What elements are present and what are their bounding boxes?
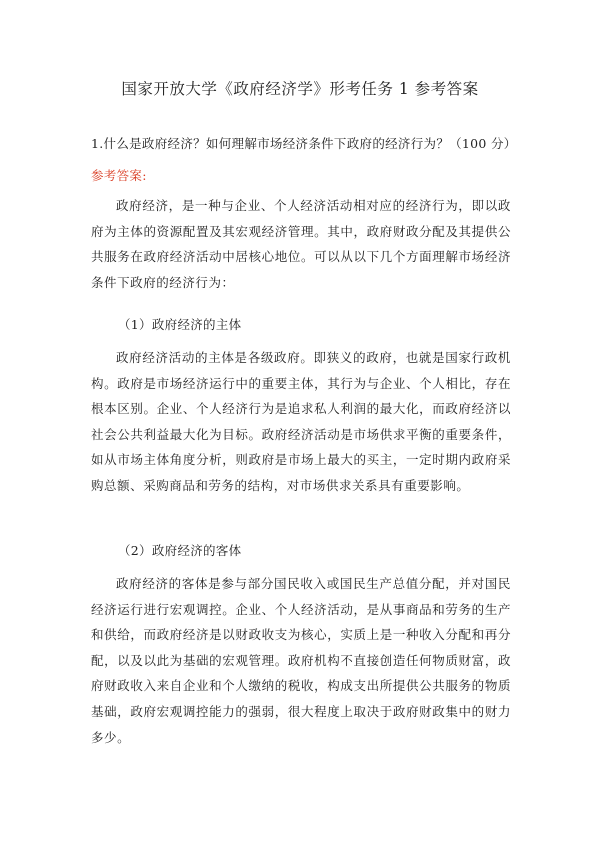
subheading-object: （2）政府经济的客体 xyxy=(118,543,242,558)
question-text: 1.什么是政府经济？如何理解市场经济条件下政府的经济行为？（100 分） xyxy=(91,136,517,151)
answer-label: 参考答案: xyxy=(91,168,147,183)
answer-paragraph-subject: 政府经济活动的主体是各级政府。即狭义的政府，也就是国家行政机构。政府是市场经济运行中的重要主体，其行为与企业、个人相比，存在根本区别。企业、个人经济行为是追求私人利润的最大化，而政府经济以社会公共利益最大化为目标。政府经济活动是市场供求平衡的重要条件，如从市场主体角度分析，则政府是市场上最大的买主，一定时期内政府采购总额、采购商品和劳务的结构，对市场供求关系具有重要影响。 xyxy=(91,350,511,493)
answer-paragraph-object: 政府经济的客体是参与部分国民收入或国民生产总值分配，并对国民经济运行进行宏观调控。企业、个人经济活动，是从事商品和劳务的生产和供给，而政府经济是以财政收支为核心，实质上是一种收入分配和再分配，以及以此为基础的宏观管理。政府机构不直接创造任何物质财富，政府财政收入来自企业和个人缴纳的税收，构成支出所提供公共服务的物质基础，政府宏观调控能力的强弱，很大程度上取决于政府财政集中的财力多少。 xyxy=(91,576,511,745)
answer-paragraph-intro: 政府经济，是一种与企业、个人经济活动相对应的经济行为，即以政府为主体的资源配置及其宏观经济管理。其中，政府财政分配及其提供公共服务在政府经济活动中居核心地位。可以从以下几个方面理解市场经济条件下政府的经济行为： xyxy=(91,198,511,290)
page-title: 国家开放大学《政府经济学》形考任务 1 参考答案 xyxy=(121,80,479,98)
subheading-subject: （1）政府经济的主体 xyxy=(118,317,242,332)
